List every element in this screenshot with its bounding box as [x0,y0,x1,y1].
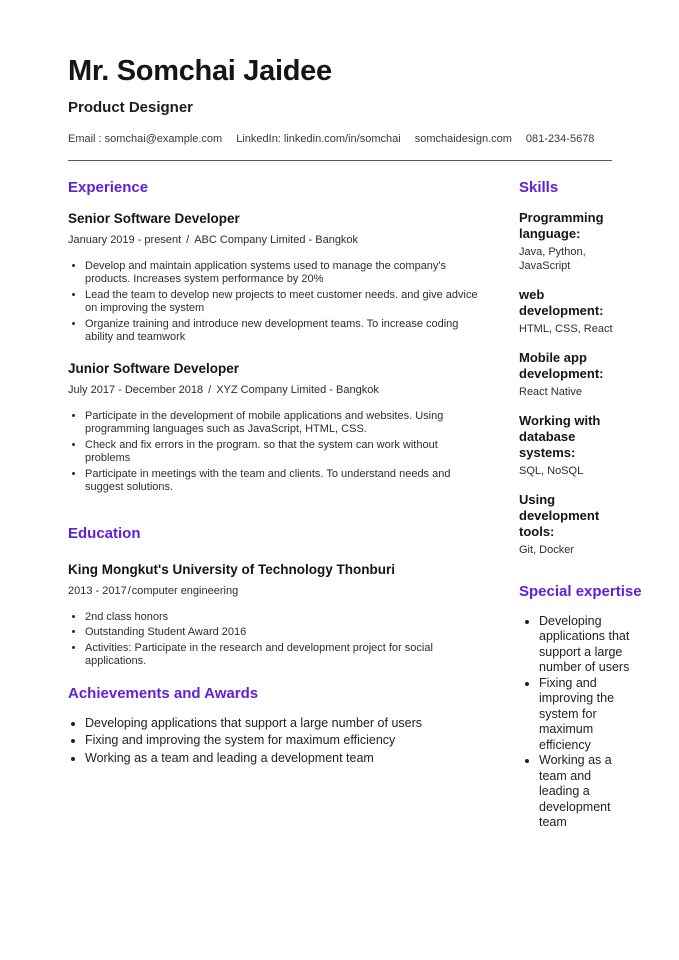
job-bullet: • Check and fix errors in the program. so that the system can work without problems [85,439,486,466]
skill-value: HTML, CSS, React [519,322,613,335]
job-dates: January 2019 - present [68,233,182,246]
job-bullet-list [68,260,486,345]
contact-row [68,133,612,145]
job-entry [68,210,486,345]
job-dates: July 2017 - December 2018 [68,383,204,396]
school-name: King Mongkut's University of Technology Thonburi [68,561,395,577]
skill-label: web development: [519,286,604,318]
skill-value: SQL, NoSQL [519,464,584,477]
skill-group [519,350,631,399]
skill-label: Programming language: [519,209,604,241]
education-section [68,525,486,669]
achievements-bullet-list [68,715,486,767]
content-columns [68,179,679,831]
job-company: ABC Company Limited - Bangkok [194,233,359,246]
skills-section [519,179,631,557]
special-expertise-bullet: • Fixing and improving the system for maximum efficiency [539,676,631,754]
special-expertise-bullet: • Developing applications that support a large number of users [539,614,631,676]
job-meta [68,384,486,397]
education-bullet: • Activities: Participate in the research and development project for social applications. [85,642,486,669]
job-bullet: • Organize training and introduce new development teams. To increase coding ability and teamwork [85,318,486,345]
experience-section [68,179,486,495]
education-bullet: • 2nd class honors [85,611,486,625]
education-heading: Education [68,524,141,542]
skill-group [519,492,631,557]
contact-website: somchaidesign.com [414,132,512,145]
skill-label: Mobile app development: [519,349,604,381]
person-name: Mr. Somchai Jaidee [68,55,332,87]
job-meta [68,234,486,247]
skills-heading: Skills [519,178,559,196]
achievements-heading: Achievements and Awards [68,684,259,702]
job-bullet: • Lead the team to develop new projects to meet customer needs. and give advice on improving the system [85,289,486,316]
left-column [68,179,486,831]
job-title-header: Product Designer [68,98,194,116]
skill-value: React Native [519,385,582,398]
education-dates: 2013 - 2017 [68,584,127,597]
skill-group [519,210,631,273]
skill-label: Using development tools: [519,491,600,539]
special-expertise-bullet-list [519,614,631,831]
education-bullet: • Outstanding Student Award 2016 [85,626,486,640]
skill-group [519,413,631,478]
resume-header [68,56,612,161]
job-title: Junior Software Developer [68,360,240,376]
skill-value: Java, Python, JavaScript [519,245,586,272]
contact-phone: 081-234-5678 [525,132,595,145]
education-meta [68,585,486,598]
achievements-section [68,685,486,767]
job-bullet: • Participate in meetings with the team and clients. To understand needs and suggest solutions. [85,468,486,495]
special-expertise-section [519,582,642,831]
meta-separator: / [127,584,131,597]
special-expertise-heading: Special expertise [519,582,642,600]
special-expertise-bullet: • Working as a team and leading a development team [539,753,631,831]
job-entry [68,360,486,495]
experience-heading: Experience [68,178,149,196]
contact-email: Email : somchai@example.com [68,132,223,145]
education-bullet-list [68,611,486,669]
job-bullet-list [68,410,486,495]
achievement-bullet: • Fixing and improving the system for maximum efficiency [85,732,486,749]
meta-separator: / [186,233,190,246]
right-column [519,178,642,831]
job-title: Senior Software Developer [68,210,240,226]
skill-value: Git, Docker [519,543,575,556]
education-field: computer engineering [131,584,239,597]
skill-group [519,287,631,336]
job-company: XYZ Company Limited - Bangkok [216,383,379,396]
meta-separator: / [208,383,212,396]
achievement-bullet: • Working as a team and leading a development team [85,750,486,767]
achievement-bullet: • Developing applications that support a large number of users [85,715,486,732]
job-bullet: • Develop and maintain application systems used to manage the company's products. Increases system performance by 20% [85,260,486,287]
skill-label: Working with database systems: [519,412,601,460]
job-bullet: • Participate in the development of mobile applications and websites. Using programming languages such as JavaScript, HTML, CSS. [85,410,486,437]
contact-linkedin: LinkedIn: linkedin.com/in/somchai [236,132,401,145]
